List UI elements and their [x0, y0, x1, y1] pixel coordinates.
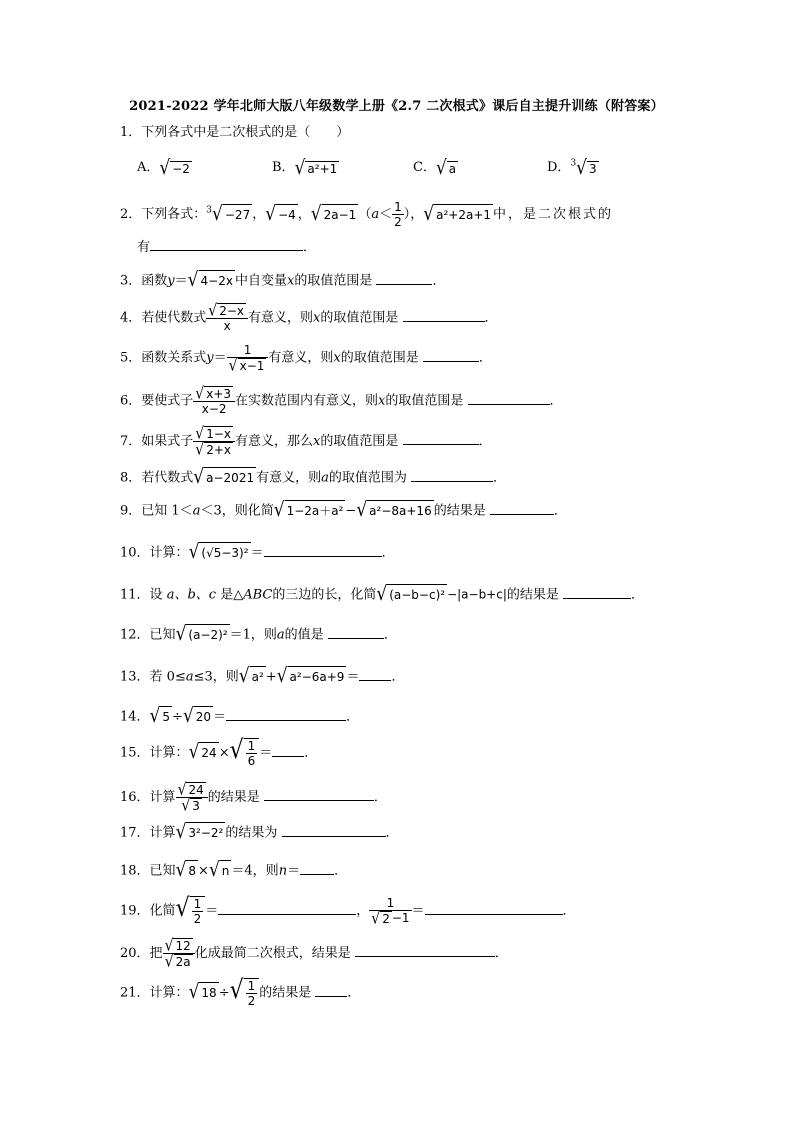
option-label: C． — [413, 160, 436, 175]
fraction — [176, 780, 208, 816]
expression: −|a−b+c| — [447, 587, 507, 602]
radicand: 2+x — [206, 443, 232, 457]
operator: ＝ — [174, 273, 188, 289]
period: ． — [478, 350, 492, 366]
radical: √ −2 — [159, 156, 190, 179]
question-number: 11． — [120, 587, 150, 603]
question-number: 4． — [120, 310, 142, 326]
question-text: 下列各式中是二次根式的是（ ） — [141, 125, 350, 140]
question-text: ≤3，则 — [193, 669, 239, 685]
radical: √ 3 — [181, 796, 200, 816]
question-16 — [120, 780, 387, 816]
radicand: 12 — [175, 939, 191, 953]
radical: √ a²+1 — [294, 156, 338, 179]
variable: a — [371, 207, 380, 222]
radicand: a²+1 — [307, 161, 338, 176]
period: ． — [484, 310, 498, 326]
question-number: 1． — [120, 125, 142, 140]
radicand: 2−x — [219, 304, 245, 318]
period: ． — [347, 985, 361, 1001]
radicand: (a−2)² — [186, 624, 229, 645]
radical: √ a²−6a+9 — [276, 664, 345, 688]
question-text: 的值是 — [284, 627, 324, 643]
period: ． — [631, 587, 645, 603]
radical: √ −4 — [265, 202, 296, 225]
q1-option-a — [137, 156, 192, 178]
period: ． — [383, 627, 397, 643]
root-index: 3 — [206, 205, 213, 216]
q1-option-b — [272, 156, 339, 178]
radicand: 3 — [589, 161, 597, 176]
denominator — [193, 440, 235, 460]
numerator — [176, 782, 208, 798]
radical: √ 8 — [175, 858, 197, 882]
numerator: 1 — [227, 343, 269, 358]
radicand: a²−6a+9 — [288, 666, 347, 687]
radical: √ 4−2x — [187, 268, 233, 292]
answer-blank[interactable] — [264, 544, 382, 557]
question-number: 13． — [120, 669, 150, 685]
question-15 — [120, 738, 317, 768]
variable: x — [333, 350, 341, 366]
period: ． — [391, 669, 405, 685]
radical: √ 2a — [164, 952, 191, 972]
variable: a — [276, 627, 285, 643]
answer-blank[interactable] — [376, 272, 432, 285]
radical: √ 2a−1 — [310, 202, 357, 225]
question-text: 计算 — [149, 825, 176, 841]
question-12 — [120, 624, 397, 646]
question-text: 的结果是 — [207, 790, 260, 805]
q1-option-d — [547, 156, 599, 178]
period: ． — [432, 273, 446, 289]
question-text: 把 — [149, 946, 163, 961]
radical: √ −27 — [212, 202, 251, 225]
answer-blank[interactable] — [300, 862, 334, 875]
radicand: a−2021 — [204, 467, 256, 488]
radicand: (a−b−c)² — [387, 584, 447, 605]
radicand: 2a−1 — [322, 204, 359, 225]
answer-blank[interactable] — [468, 392, 550, 405]
variable: x — [286, 273, 295, 289]
question-text: 有意义，则 — [248, 310, 314, 326]
option-label: B． — [272, 160, 295, 175]
variable: ABC — [243, 587, 273, 603]
question-text: 的取值范围是 — [320, 310, 399, 326]
radicand: −4 — [276, 204, 298, 225]
operator: ＝ — [259, 745, 273, 761]
radical: √ 5 — [149, 704, 171, 728]
question-text: 化简 — [149, 903, 176, 919]
variable: x — [313, 310, 321, 326]
question-text: ＜3，则化简 — [200, 503, 274, 519]
operator: ÷ — [172, 709, 183, 725]
answer-blank[interactable] — [328, 626, 384, 639]
radicand: 3 — [192, 799, 200, 813]
numerator: 1 — [394, 200, 402, 214]
radicand: −27 — [223, 204, 252, 225]
operator: ＝ — [213, 350, 227, 366]
question-text: 函数关系式 — [141, 350, 207, 366]
question-text: 的取值范围是 — [294, 273, 373, 289]
variable: y — [206, 350, 214, 366]
answer-blank[interactable] — [218, 902, 356, 915]
fraction — [193, 424, 235, 460]
answer-blank[interactable] — [272, 744, 304, 757]
radicand: a²+2a+1 — [434, 204, 493, 225]
question-4 — [120, 303, 498, 333]
answer-blank[interactable] — [315, 984, 347, 997]
operator: ＝ — [346, 669, 360, 685]
question-number: 9． — [120, 503, 142, 519]
question-text: 如果式子 — [141, 434, 194, 449]
radical: √ a²−8a+16 — [356, 498, 432, 522]
operator: ＝ — [411, 903, 425, 919]
numerator — [193, 426, 235, 442]
question-1 — [120, 123, 349, 143]
radical: √ 1−x — [195, 424, 232, 444]
variable: y — [167, 273, 175, 289]
period: ． — [562, 903, 576, 919]
radical: √ a²+2a+1 — [423, 202, 492, 225]
question-text: 已知 — [149, 863, 176, 879]
fraction — [246, 979, 258, 1008]
question-19 — [120, 894, 576, 929]
question-text: 的结果是 — [506, 587, 559, 603]
denominator: x−2 — [201, 402, 227, 416]
question-9 — [120, 500, 567, 522]
answer-blank[interactable] — [411, 469, 493, 482]
variable: x — [313, 434, 321, 449]
radical: √ 3²−2² — [175, 820, 224, 844]
operator: ÷ — [218, 985, 230, 1001]
radical: √ $\frac{1}{2}$ — [230, 978, 260, 1008]
radical: √ a² — [238, 664, 264, 688]
fraction — [206, 303, 248, 333]
answer-blank[interactable] — [150, 238, 303, 251]
question-7 — [120, 424, 492, 460]
question-text: 若代数式 — [141, 470, 194, 486]
fraction — [192, 897, 204, 926]
numerator: 1 — [247, 979, 256, 993]
denominator: 2 — [394, 215, 402, 229]
period: ． — [373, 790, 387, 805]
question-number: 20． — [120, 946, 150, 961]
radical: √ 12 — [164, 936, 191, 956]
denominator — [163, 952, 195, 972]
answer-blank[interactable] — [226, 708, 346, 721]
radicand: (√5−3)² — [199, 542, 250, 563]
question-number: 6． — [120, 393, 142, 409]
question-text: 设 — [149, 587, 163, 603]
answer-blank[interactable] — [423, 349, 479, 362]
question-13 — [120, 666, 404, 688]
variable: x — [378, 393, 386, 409]
question-3 — [120, 270, 445, 292]
denominator: 2 — [247, 994, 256, 1008]
question-11 — [120, 584, 644, 606]
question-text: 下列各式： — [141, 207, 207, 222]
variable: a — [185, 669, 194, 685]
denominator: 2 — [193, 912, 202, 926]
question-text: 有意义，则 — [256, 470, 322, 486]
radical: √ $\frac{1}{6}$ — [230, 738, 260, 768]
operator: ＝ — [250, 545, 264, 561]
operator: ＝ — [287, 863, 301, 879]
answer-blank[interactable] — [563, 586, 631, 599]
question-number: 17． — [120, 825, 150, 841]
radicand: 3²−2² — [186, 822, 225, 843]
period: ． — [334, 863, 348, 879]
operator: −1 — [391, 911, 410, 925]
option-label: D． — [547, 160, 571, 175]
denominator: x — [223, 319, 231, 333]
radicand: x+3 — [206, 387, 232, 401]
radical: √ a−2021 — [193, 465, 255, 489]
question-10 — [120, 542, 395, 564]
radicand: 5 — [160, 706, 172, 727]
numerator: 1 — [369, 896, 411, 911]
radical: √ a — [435, 156, 457, 179]
radical: √ 3 — [576, 156, 597, 179]
period: ． — [385, 825, 399, 841]
question-text: 是△ — [220, 587, 244, 603]
radical: √ 24 — [188, 740, 217, 764]
fraction — [193, 386, 235, 416]
comma: ， — [356, 903, 370, 919]
question-number: 3． — [120, 273, 142, 289]
question-number: 10． — [120, 545, 150, 561]
radicand: a²−8a+16 — [367, 500, 434, 521]
answer-blank[interactable] — [403, 432, 479, 445]
denominator — [369, 909, 411, 929]
question-number: 15． — [120, 745, 150, 761]
question-14 — [120, 706, 359, 728]
question-text: 中自变量 — [234, 273, 287, 289]
numerator: 1 — [193, 897, 202, 911]
radicand: x−1 — [239, 359, 265, 373]
answer-blank[interactable] — [403, 309, 485, 322]
radicand: 20 — [194, 706, 213, 727]
answer-blank[interactable] — [282, 824, 386, 837]
operator: × — [218, 745, 230, 761]
question-text: 的结果为 — [225, 825, 278, 841]
question-text: 已知 1＜ — [141, 503, 193, 519]
period: ． — [346, 709, 360, 725]
fraction — [227, 343, 269, 376]
period: ． — [494, 946, 508, 961]
operator: − — [345, 503, 357, 519]
radical: √ 18 — [188, 980, 217, 1004]
answer-blank[interactable] — [490, 502, 554, 515]
period: ． — [304, 745, 318, 761]
radical: √ n — [208, 858, 230, 882]
question-number: 14． — [120, 709, 150, 725]
radical: √ x+3 — [195, 384, 232, 404]
radicand: 18 — [199, 982, 218, 1003]
question-21 — [120, 978, 360, 1008]
operator: ＝ — [213, 709, 227, 725]
question-text: ＝4，则 — [231, 863, 279, 879]
question-text: 若 0≤ — [149, 669, 186, 685]
radicand: a — [448, 161, 457, 176]
denominator — [227, 356, 269, 376]
denominator — [176, 796, 208, 816]
radical: √ 24 — [177, 780, 204, 800]
question-8 — [120, 467, 506, 489]
question-number: 12． — [120, 627, 150, 643]
question-text: 有意义，则 — [268, 350, 334, 366]
question-text: 要使式子 — [141, 393, 194, 409]
paren: ）， — [403, 207, 424, 222]
numerator: 1 — [247, 739, 256, 753]
denominator: 6 — [247, 754, 256, 768]
question-6 — [120, 386, 563, 416]
period: ． — [381, 545, 395, 561]
radical: √ x−1 — [228, 356, 265, 376]
radical: √ 2+x — [195, 440, 232, 460]
question-number: 5． — [120, 350, 142, 366]
period: ． — [553, 503, 567, 519]
question-number: 21． — [120, 985, 150, 1001]
radicand: 4−2x — [199, 270, 235, 291]
radicand: 24 — [199, 742, 218, 763]
question-text: ＝1，则 — [229, 627, 277, 643]
question-17 — [120, 822, 399, 844]
question-number: 2． — [120, 207, 142, 222]
radicand: −2 — [172, 161, 190, 176]
question-text: 的取值范围是 — [385, 393, 464, 409]
radical: √ (a−b−c)² — [376, 582, 446, 606]
operator: ＜ — [379, 207, 393, 222]
question-2-line2 — [137, 238, 316, 258]
period: ． — [549, 393, 563, 409]
variable: a — [192, 503, 201, 519]
numerator — [206, 303, 248, 319]
radicand: 1−x — [206, 427, 232, 441]
period: ． — [478, 434, 492, 449]
operator: ＝ — [205, 903, 219, 919]
option-label: A． — [137, 160, 160, 175]
fraction — [392, 200, 404, 229]
question-number: 19． — [120, 903, 150, 919]
question-text: 若使代数式 — [141, 310, 207, 326]
question-18 — [120, 860, 347, 882]
question-text: 计算 — [149, 790, 176, 805]
question-number: 16． — [120, 790, 150, 805]
q1-option-c — [413, 156, 458, 178]
radicand: 8 — [186, 860, 198, 881]
variable: n — [278, 863, 288, 879]
period: ． — [493, 470, 507, 486]
radical: √ 2 — [371, 909, 390, 929]
paren: （ — [358, 207, 372, 222]
radical: √ 1−2a＋a² — [273, 498, 344, 522]
radical: √ 2−x — [208, 301, 245, 321]
radicand: 2a — [175, 955, 191, 969]
radicand: 2 — [382, 912, 390, 926]
question-text: 有意义，那么 — [235, 434, 314, 449]
numerator — [163, 938, 195, 954]
fraction — [369, 896, 411, 929]
radical: √ $\frac{1}{2}$ — [176, 896, 206, 926]
answer-blank[interactable] — [359, 668, 391, 681]
question-5 — [120, 343, 492, 376]
answer-blank[interactable] — [355, 944, 495, 957]
fraction — [246, 739, 258, 768]
question-text: 的结果是 — [259, 985, 312, 1001]
radicand: 24 — [188, 783, 204, 797]
question-text: 函数 — [141, 273, 168, 289]
question-text: 的结果是 — [433, 503, 486, 519]
question-20 — [120, 936, 508, 972]
question-text: 的三边的长，化简 — [272, 587, 377, 603]
radicand: n — [220, 860, 232, 881]
question-text: 在实数范围内有意义，则 — [235, 393, 379, 409]
question-number: 18． — [120, 863, 150, 879]
operator: × — [198, 863, 209, 879]
radicand: 1−2a＋a² — [285, 500, 346, 521]
fraction — [163, 936, 195, 972]
question-text: 的取值范围是 — [340, 350, 419, 366]
root-index: 3 — [570, 158, 577, 169]
numerator — [193, 386, 235, 402]
question-text: 中，是二次根式的 — [493, 207, 614, 222]
question-text: 化成最简二次根式，结果是 — [194, 946, 351, 961]
page-title: 2021-2022 学年北师大版八年级数学上册《2.7 二次根式》课后自主提升训练（附答案） — [129, 99, 664, 114]
radical: √ 20 — [182, 704, 212, 728]
question-2: 2．下列各式：$^3$√ −27 ，√ −4 ，√ 2a−1 （a＜ $\frac{1}{2}$ ），√ a²+2a+1 中，是二次根式的 — [120, 200, 614, 229]
variable: a — [321, 470, 329, 486]
radical: √ (a−2)² — [175, 622, 228, 646]
period: ． — [303, 240, 317, 255]
radicand: a² — [250, 666, 266, 687]
question-number: 7． — [120, 434, 142, 449]
question-number: 8． — [120, 470, 142, 486]
operator: + — [265, 669, 277, 685]
radical: √ (√5−3)² — [188, 540, 249, 564]
question-text: 已知 — [149, 627, 176, 643]
question-text: 的取值范围是 — [320, 434, 399, 449]
question-text: 有 — [137, 240, 151, 255]
question-text: 计算： — [149, 985, 189, 1001]
question-text: 的取值范围为 — [328, 470, 407, 486]
answer-blank[interactable] — [264, 788, 374, 801]
answer-blank[interactable] — [425, 902, 563, 915]
variable: a、b、c — [166, 587, 217, 603]
question-text: 计算： — [149, 745, 189, 761]
question-text: 计算： — [149, 545, 189, 561]
